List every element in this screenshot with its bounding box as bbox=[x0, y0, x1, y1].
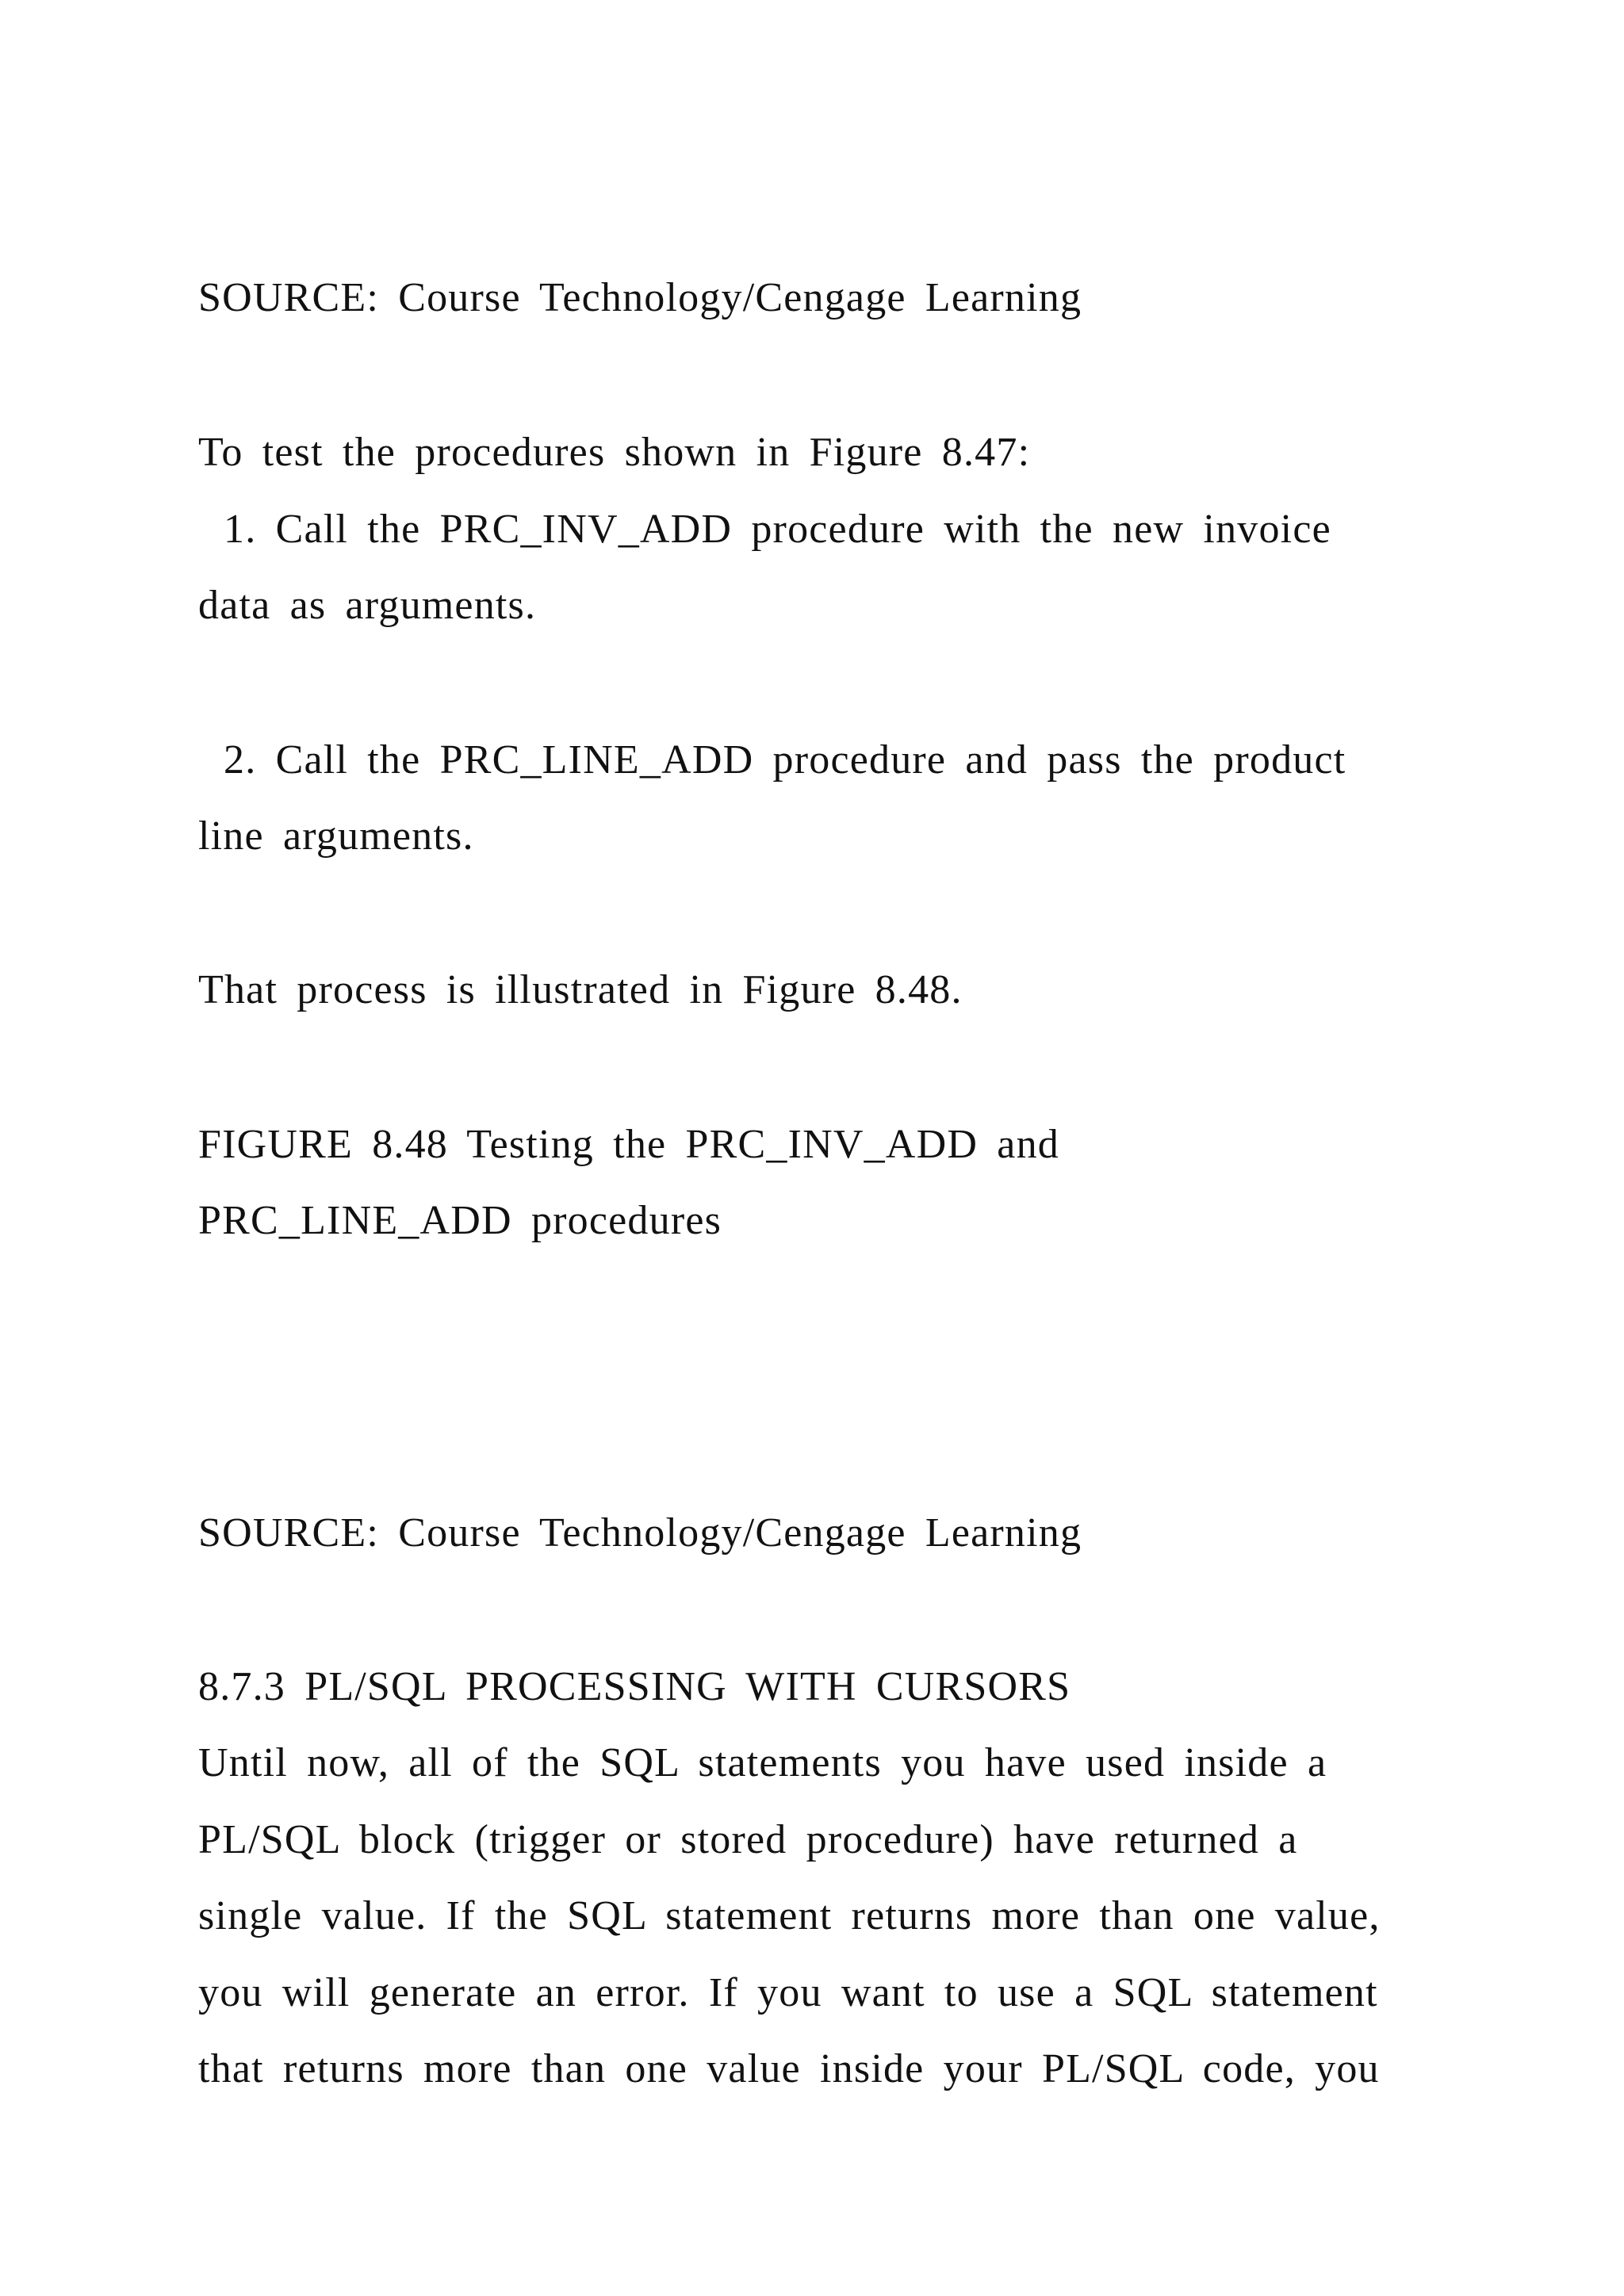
list-item-2-line-1: 2. Call the PRC_LINE_ADD procedure and pass the product bbox=[224, 737, 1346, 783]
section-heading: 8.7.3 PL/SQL PROCESSING WITH CURSORS bbox=[198, 1664, 1071, 1709]
process-sentence: That process is illustrated in Figure 8.48. bbox=[198, 967, 963, 1012]
paragraph-line: single value. If the SQL statement returns more than one value, bbox=[198, 1893, 1381, 1938]
figure-caption-line-1: FIGURE 8.48 Testing the PRC_INV_ADD and bbox=[198, 1122, 1059, 1167]
list-item-2-line-2: line arguments. bbox=[198, 813, 474, 859]
list-item-1-line-1: 1. Call the PRC_INV_ADD procedure with the new invoice bbox=[224, 507, 1331, 552]
paragraph-line: you will generate an error. If you want to use a SQL statement bbox=[198, 1970, 1378, 2015]
source-credit-1: SOURCE: Course Technology/Cengage Learning bbox=[198, 275, 1082, 320]
list-item-1-line-2: data as arguments. bbox=[198, 583, 537, 628]
paragraph-line: that returns more than one value inside your PL/SQL code, you bbox=[198, 2046, 1380, 2091]
intro-sentence: To test the procedures shown in Figure 8.47: bbox=[198, 430, 1031, 475]
source-credit-2: SOURCE: Course Technology/Cengage Learning bbox=[198, 1510, 1082, 1556]
paragraph-line: PL/SQL block (trigger or stored procedure) have returned a bbox=[198, 1817, 1298, 1862]
figure-caption-line-2: PRC_LINE_ADD procedures bbox=[198, 1198, 722, 1243]
paragraph-line: Until now, all of the SQL statements you have used inside a bbox=[198, 1740, 1327, 1785]
